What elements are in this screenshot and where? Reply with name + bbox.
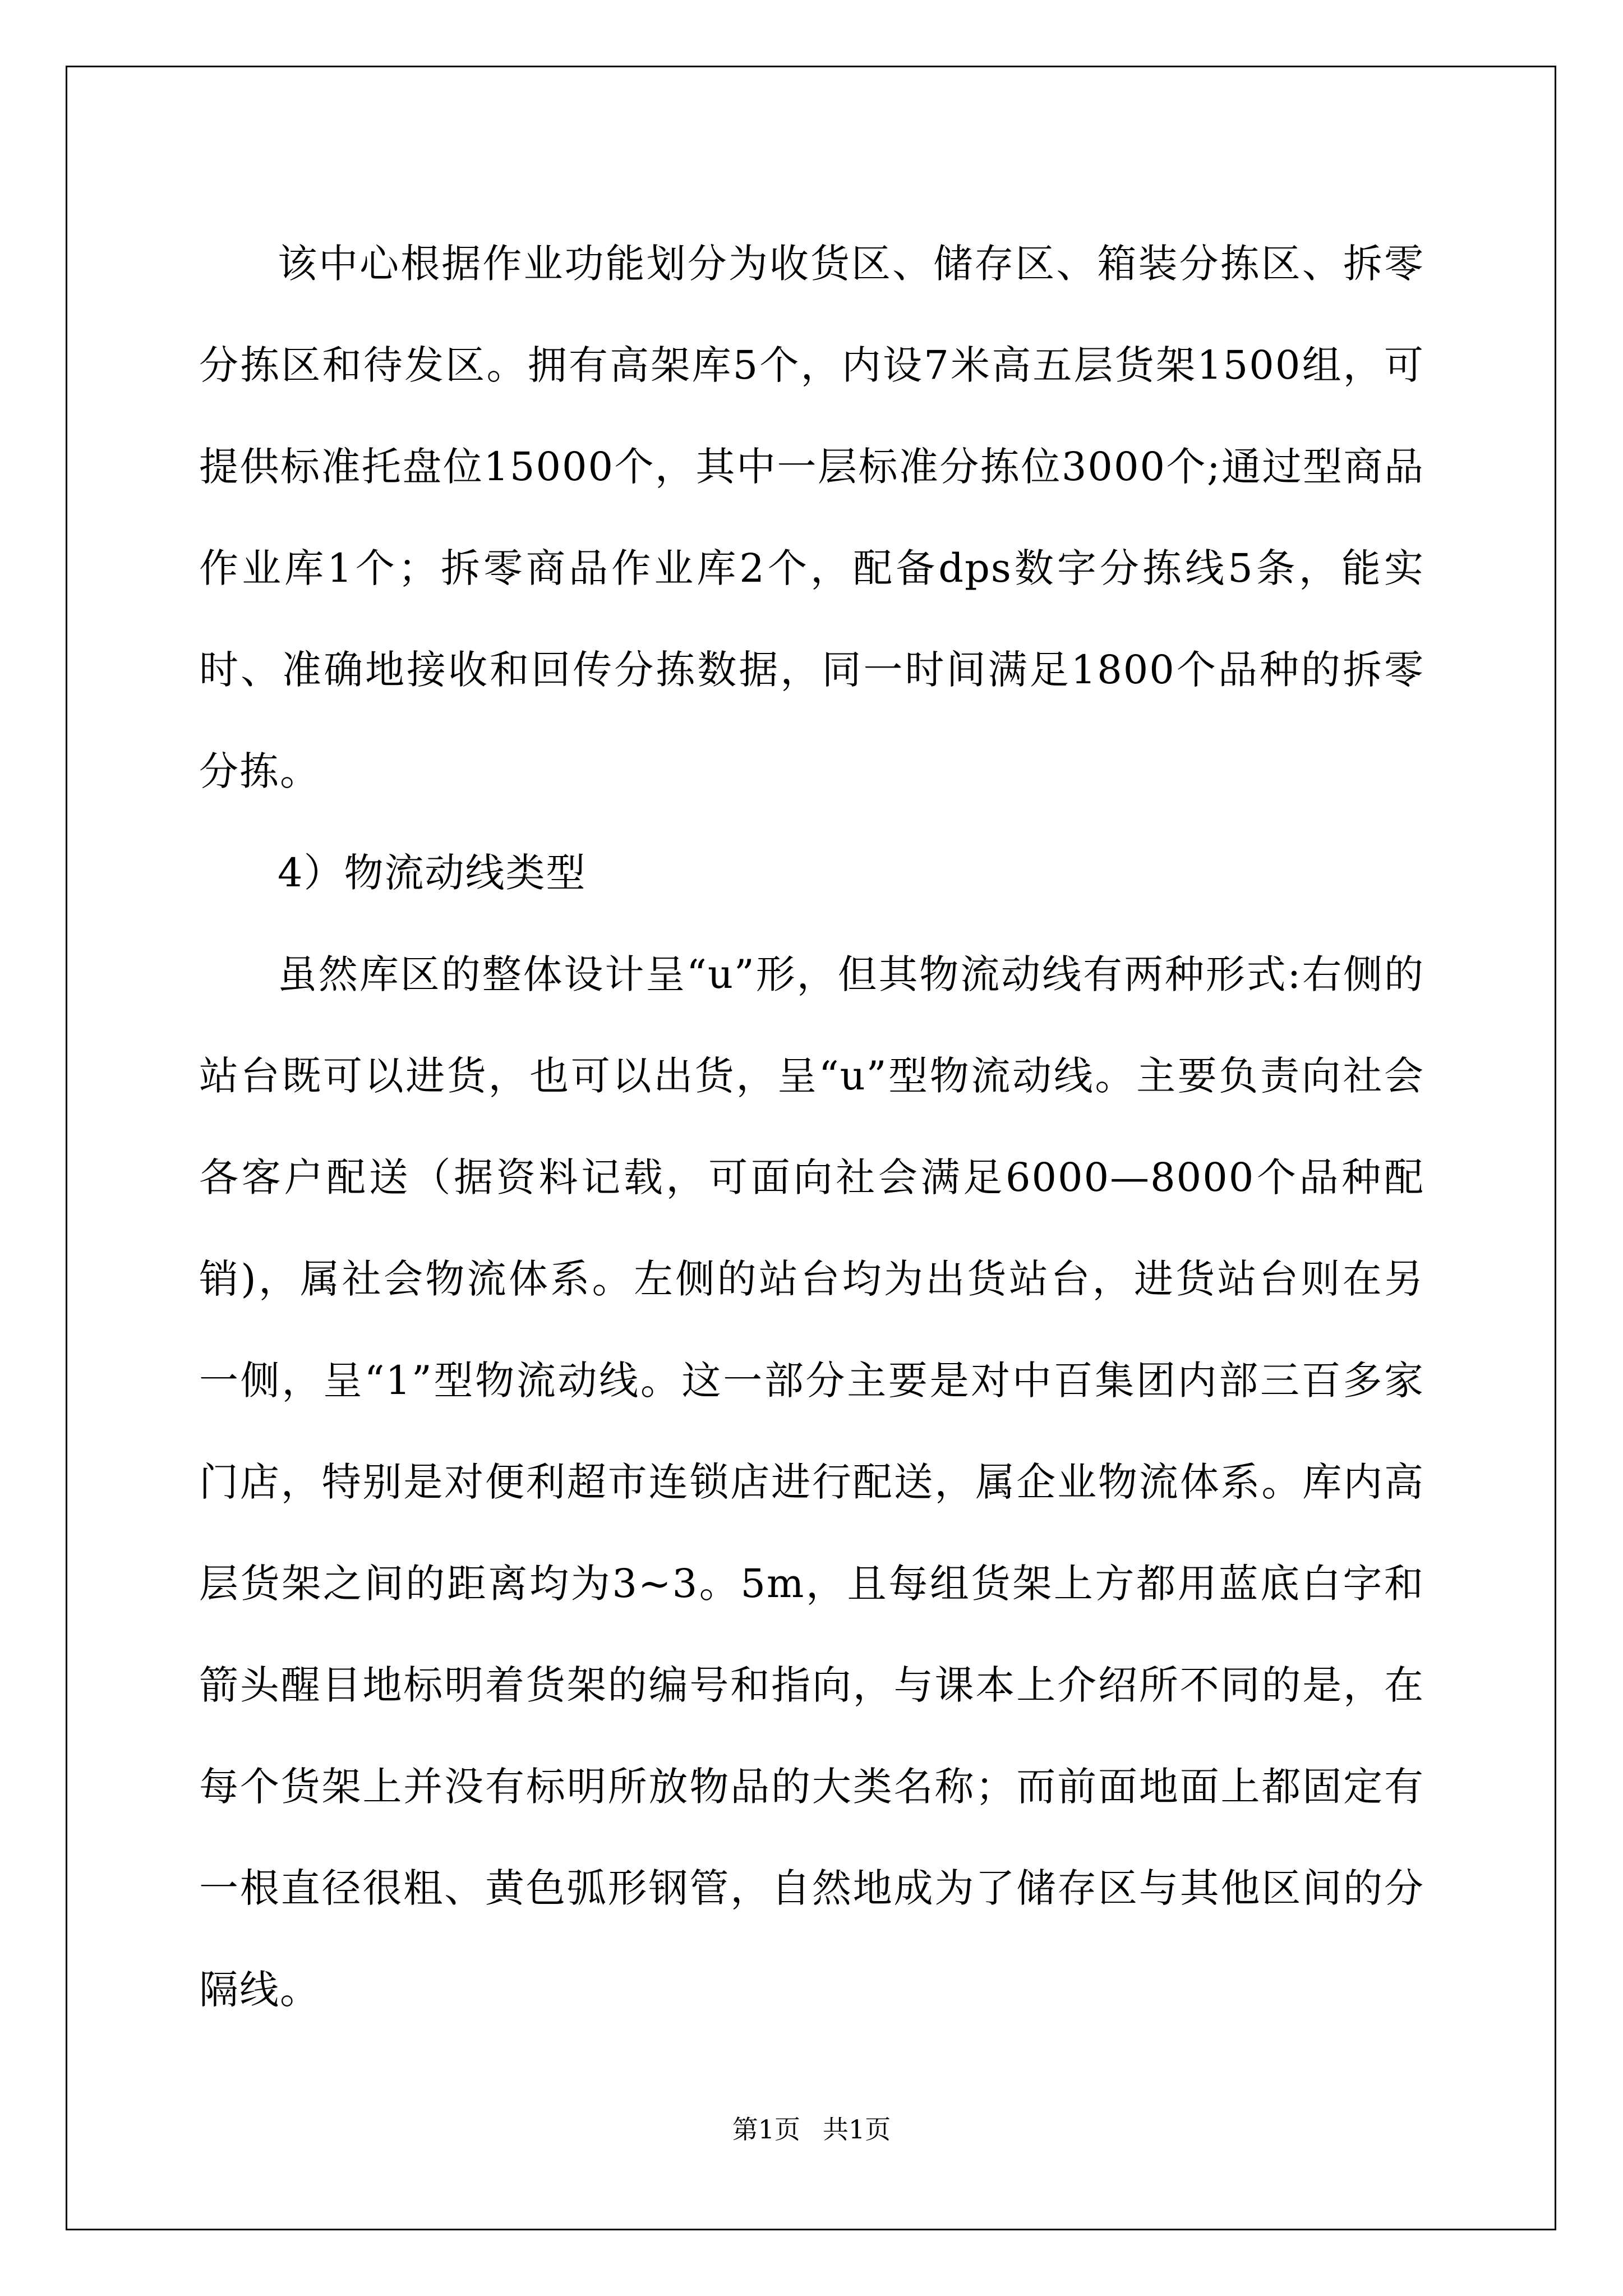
page-total: 共1页 (823, 2114, 891, 2145)
page-footer (0, 2109, 1623, 2146)
paragraph-flow-lines: 虽然库区的整体设计呈“u”形，但其物流动线有两种形式:右侧的站台既可以进货，也可以出货，呈“u”型物流动线。主要负责向社会各客户配送（据资料记载，可面向社会满足6000—8000个品种配销)，属社会物流体系。左侧的站台均为出货站台，进货站台则在另一侧，呈“1”型物流动线。这一部分主要是对中百集团内部三百多家门店，特别是对便利超市连锁店进行配送，属企业物流体系。库内高层货架之间的距离均为3~3。5m，且每组货架上方都用蓝底白字和箭头醒目地标明着货架的编号和指向，与课本上介绍所不同的是，在每个货架上并没有标明所放物品的大类名称；而前面地面上都固定有一根直径很粗、黄色弧形钢管，自然地成为了储存区与其他区间的分隔线。 (199, 951, 1424, 2013)
page-number: 第1页 (732, 2114, 800, 2145)
paragraph-zones: 该中心根据作业功能划分为收货区、储存区、箱装分拣区、拆零分拣区和待发区。拥有高架库5个，内设7米高五层货架1500组，可提供标准托盘位15000个，其中一层标准分拣位3000个;通过型商品作业库1个；拆零商品作业库2个，配备dps数字分拣线5条，能实时、准确地接收和回传分拣数据，同一时间满足1800个品种的拆零分拣。 (199, 241, 1424, 794)
section-heading: 4）物流动线类型 (278, 850, 587, 896)
document-body (199, 213, 1424, 2041)
